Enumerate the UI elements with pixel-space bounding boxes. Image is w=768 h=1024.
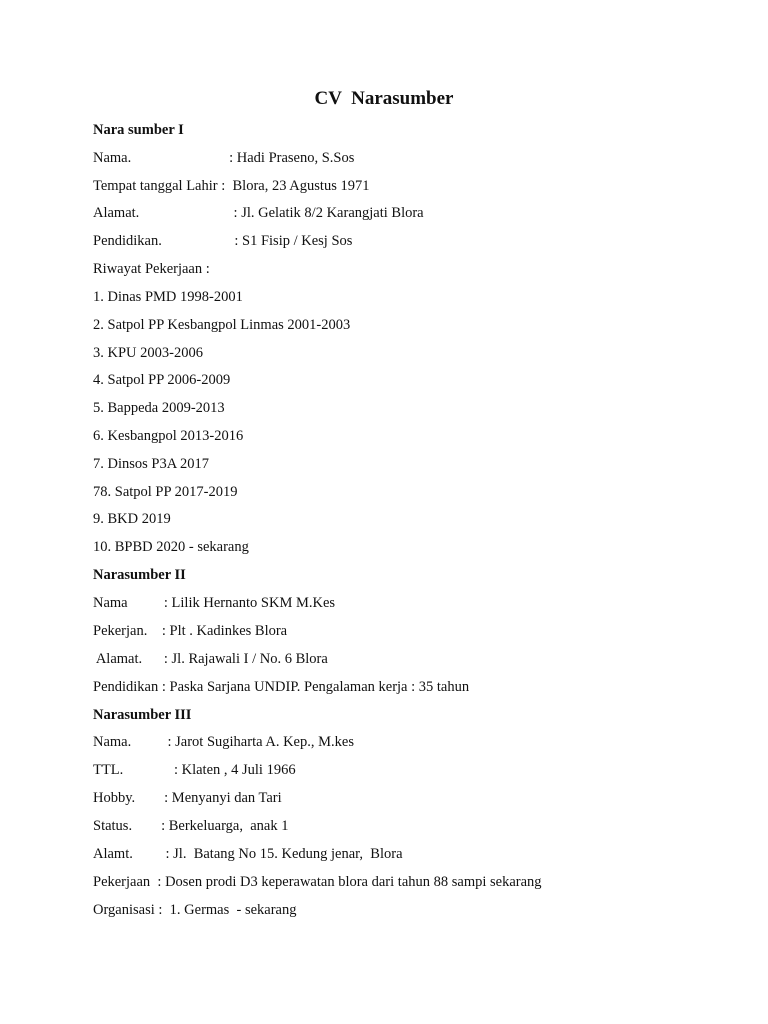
text-line: Riwayat Pekerjaan : bbox=[93, 261, 210, 277]
text-line: Pekerjaan : Dosen prodi D3 keperawatan blora dari tahun 88 sampi sekarang bbox=[93, 874, 542, 890]
list-item: 2. Satpol PP Kesbangpol Linmas 2001-2003 bbox=[93, 317, 351, 333]
text-line: Nama : Lilik Hernanto SKM M.Kes bbox=[93, 595, 336, 611]
list-item: 4. Satpol PP 2006-2009 bbox=[93, 372, 231, 388]
section-heading-2: Narasumber II bbox=[93, 567, 186, 583]
text-line: Alamt. : Jl. Batang No 15. Kedung jenar, Blora bbox=[93, 846, 403, 862]
list-item: 9. BKD 2019 bbox=[93, 511, 171, 527]
section-heading-1: Nara sumber I bbox=[93, 122, 184, 138]
text-line: Alamat. : Jl. Gelatik 8/2 Karangjati Blora bbox=[93, 205, 424, 221]
list-item: 6. Kesbangpol 2013-2016 bbox=[93, 428, 244, 444]
text-line: Alamat. : Jl. Rajawali I / No. 6 Blora bbox=[93, 651, 328, 667]
list-item: 1. Dinas PMD 1998-2001 bbox=[93, 289, 243, 305]
text-line: TTL. : Klaten , 4 Juli 1966 bbox=[93, 762, 296, 778]
text-line: Pekerjan. : Plt . Kadinkes Blora bbox=[93, 623, 288, 639]
text-line: Tempat tanggal Lahir : Blora, 23 Agustus 1971 bbox=[93, 178, 370, 194]
document-title: CV Narasumber bbox=[314, 88, 454, 109]
section-heading-3: Narasumber III bbox=[93, 707, 192, 723]
text-line: Status. : Berkeluarga, anak 1 bbox=[93, 818, 289, 834]
list-item: 10. BPBD 2020 - sekarang bbox=[93, 539, 249, 555]
list-item: 5. Bappeda 2009-2013 bbox=[93, 400, 225, 416]
text-line: Organisasi : 1. Germas - sekarang bbox=[93, 902, 297, 918]
text-line: Nama. : Jarot Sugiharta A. Kep., M.kes bbox=[93, 734, 354, 750]
list-item: 3. KPU 2003-2006 bbox=[93, 345, 203, 361]
text-line: Pendidikan. : S1 Fisip / Kesj Sos bbox=[93, 233, 353, 249]
list-item: 78. Satpol PP 2017-2019 bbox=[93, 484, 238, 500]
text-line: Hobby. : Menyanyi dan Tari bbox=[93, 790, 282, 806]
text-line: Pendidikan : Paska Sarjana UNDIP. Pengalaman kerja : 35 tahun bbox=[93, 679, 470, 695]
list-item: 7. Dinsos P3A 2017 bbox=[93, 456, 210, 472]
text-line: Nama. : Hadi Praseno, S.Sos bbox=[93, 150, 355, 166]
